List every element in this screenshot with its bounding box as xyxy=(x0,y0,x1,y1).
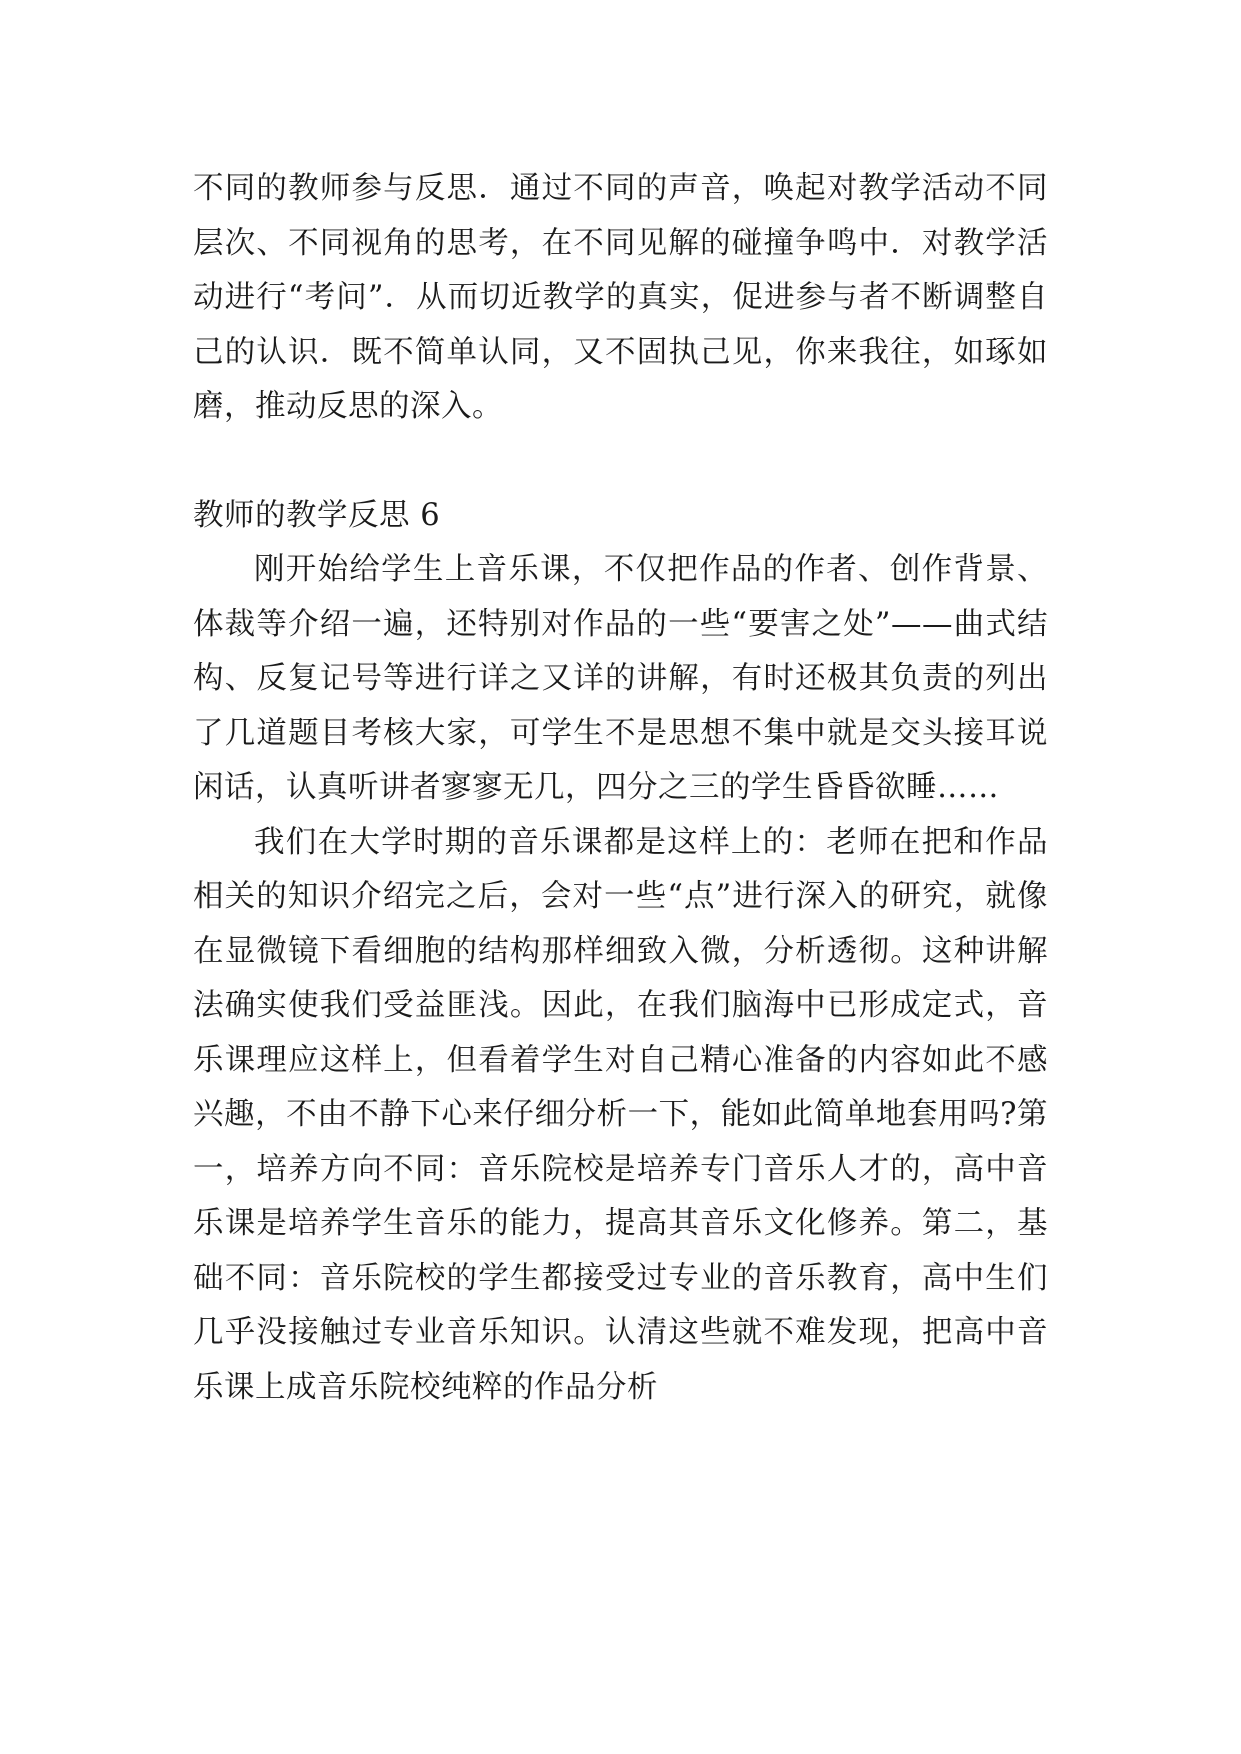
continued-paragraph: 不同的教师参与反思．通过不同的声音，唤起对教学活动不同层次、不同视角的思考，在不同见解的碰撞争鸣中．对教学活动进行“考问”．从而切近教学的真实，促进参与者不断调整自己的认识．既不简单认同，又不固执己见，你来我往，如琢如磨，推动反思的深入。 xyxy=(193,171,1048,424)
section-paragraph-1: 刚开始给学生上音乐课，不仅把作品的作者、创作背景、体裁等介绍一遍，还特别对作品的一些“要害之处”——曲式结构、反复记号等进行详之又详的讲解，有时还极其负责的列出了几道题目考核大家，可学生不是思想不集中就是交头接耳说闲话，认真听讲者寥寥无几，四分之三的学生昏昏欲睡…… xyxy=(193,552,1048,805)
section-heading: 教师的教学反思 6 xyxy=(193,497,441,533)
document-body xyxy=(193,162,1048,1415)
section-paragraph-2: 我们在大学时期的音乐课都是这样上的：老师在把和作品相关的知识介绍完之后，会对一些“点”进行深入的研究，就像在显微镜下看细胞的结构那样细致入微，分析透彻。这种讲解法确实使我们受益匪浅。因此，在我们脑海中已形成定式，音乐课理应这样上，但看着学生对自己精心准备的内容如此不感兴趣，不由不静下心来仔细分析一下，能如此简单地套用吗?第一，培养方向不同：音乐院校是培养专门音乐人才的，高中音乐课是培养学生音乐的能力，提高其音乐文化修养。第二，基础不同：音乐院校的学生都接受过专业的音乐教育，高中生们几乎没接触过专业音乐知识。认清这些就不难发现，把高中音乐课上成音乐院校纯粹的作品分析 xyxy=(193,824,1048,1405)
